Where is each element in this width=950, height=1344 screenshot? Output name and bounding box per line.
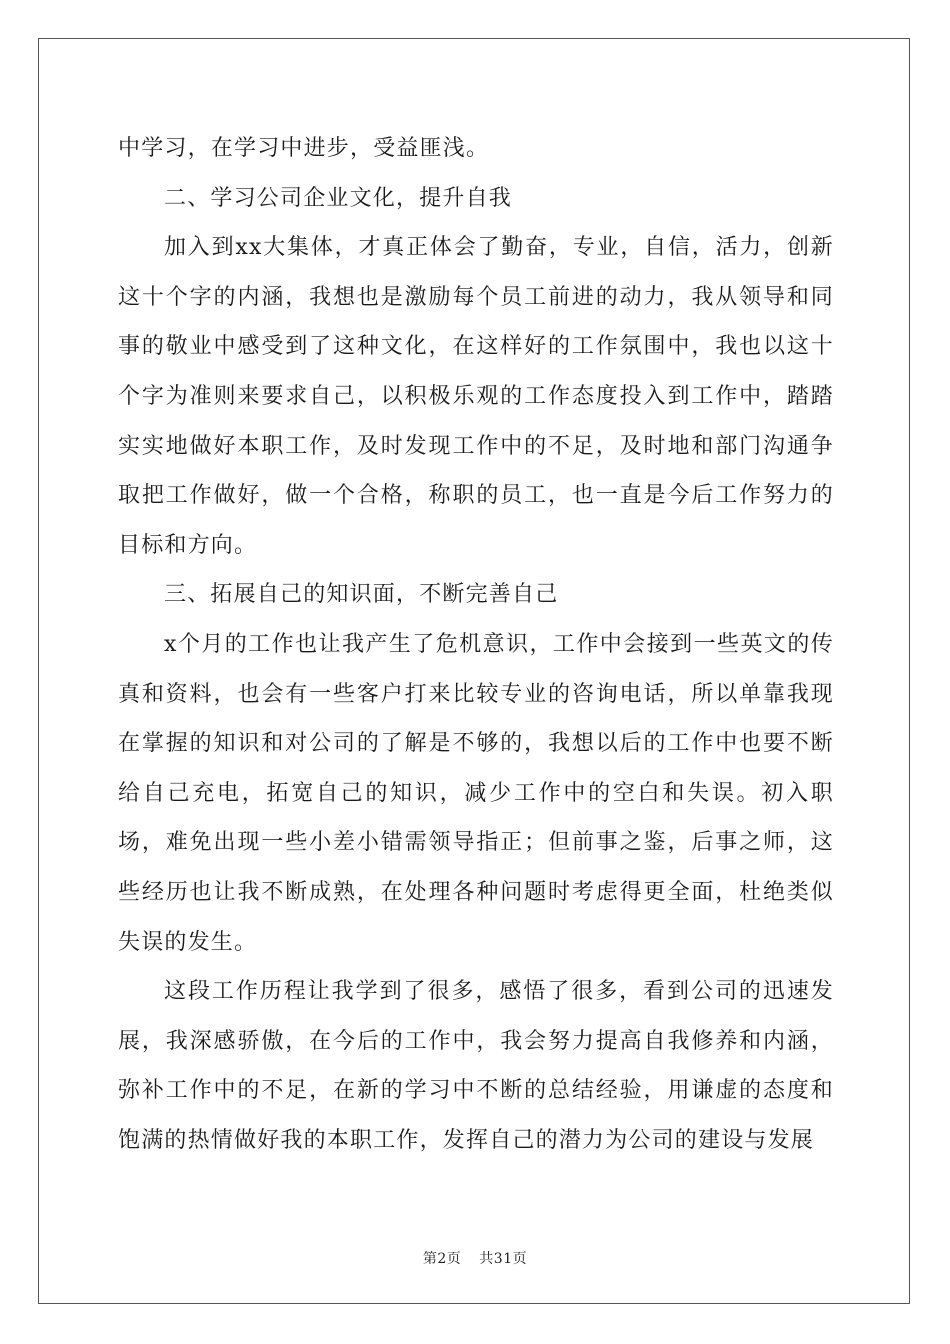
section-heading-3: 三、拓展自己的知识面，不断完善自己 (164, 582, 559, 608)
page-footer (0, 1248, 950, 1268)
paragraph-knowledge: x个月的工作也让我产生了危机意识，工作中会接到一些英文的传真和资料，也会有一些客户打来比较专业的咨询电话，所以单靠我现在掌握的知识和对公司的了解是不够的，我想以后的工作中也要不断给自己充电，拓宽自己的知识，减少工作中的空白和失误。初入职场，难免出现一些小差小错需领导指正；但前事之鉴，后事之师，这些经历也让我不断成熟，在处理各种问题时考虑得更全面，杜绝类似失误的发生。 (118, 631, 834, 955)
paragraph-continuation: 中学习，在学习中进步，受益匪浅。 (118, 136, 490, 161)
page-total: 共31页 (479, 1251, 528, 1267)
paragraph-company-culture: 加入到xx大集体，才真正体会了勤奋，专业，自信，活力，创新这十个字的内涵，我想也是激励每个员工前进的动力，我从领导和同事的敬业中感受到了这种文化，在这样好的工作氛围中，我也以这十个字为准则来要求自己，以积极乐观的工作态度投入到工作中，踏踏实实地做好本职工作，及时发现工作中的不足，及时地和部门沟通争取把工作做好，做一个合格，称职的员工，也一直是今后工作努力的目标和方向。 (118, 235, 834, 558)
document-body (118, 124, 834, 1165)
page-number: 第2页 (422, 1251, 462, 1267)
section-heading-2: 二、学习公司企业文化，提升自我 (164, 185, 513, 211)
paragraph-conclusion: 这段工作历程让我学到了很多，感悟了很多，看到公司的迅速发展，我深感骄傲，在今后的工作中，我会努力提高自我修养和内涵，弥补工作中的不足，在新的学习中不断的总结经验，用谦虚的态度和饱满的热情做好我的本职工作，发挥自己的潜力为公司的建设与发展 (118, 979, 834, 1153)
